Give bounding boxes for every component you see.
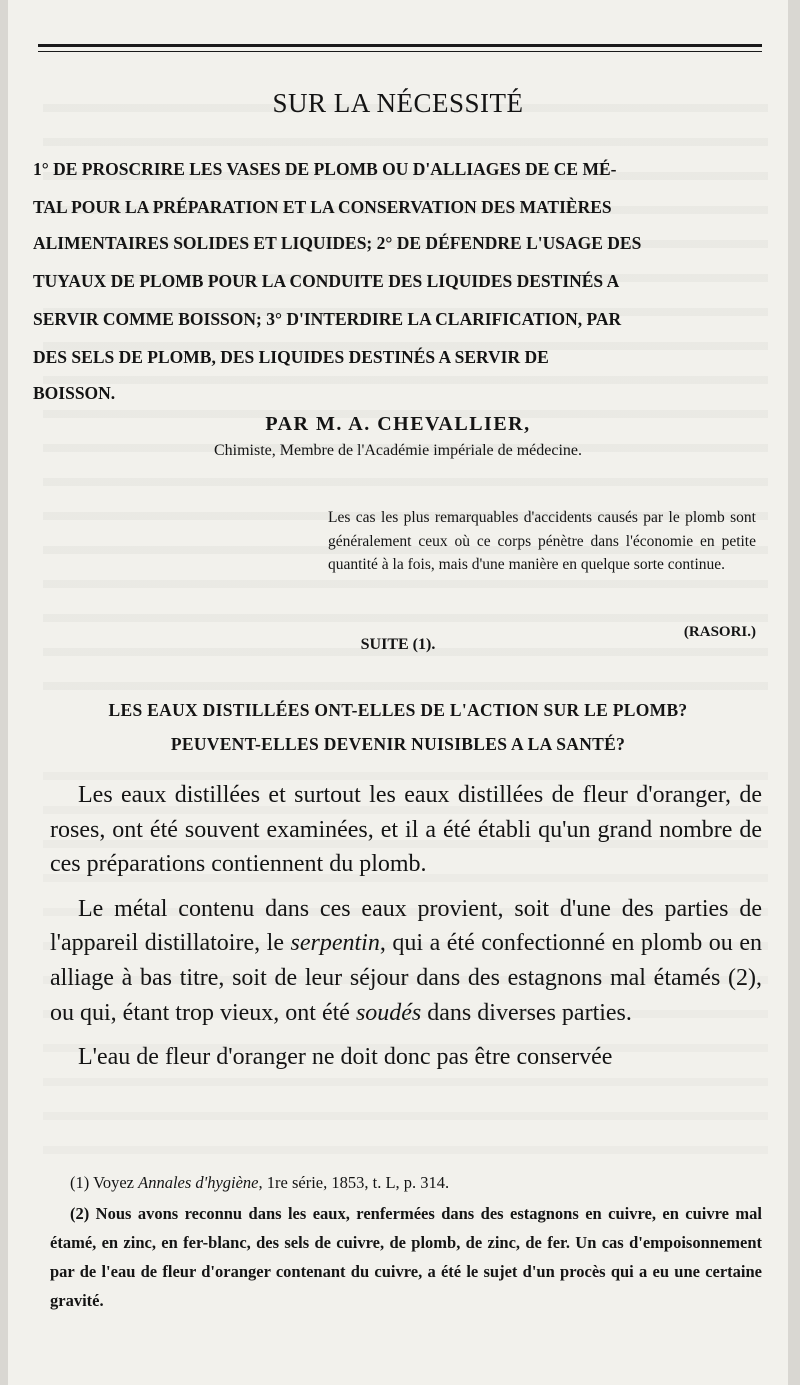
subheading-line-6: DES SELS DE PLOMB, DES LIQUIDES DESTINÉS A SERVIR DE bbox=[33, 347, 549, 367]
subheading-line-1: 1° DE PROSCRIRE LES VASES DE PLOMB OU D'ALLIAGES DE CE MÉ- bbox=[33, 159, 617, 179]
page-title: SUR LA NÉCESSITÉ bbox=[272, 88, 524, 118]
body-text bbox=[50, 778, 762, 1085]
section-heading-line-1: LES EAUX DISTILLÉES ONT-ELLES DE L'ACTION SUR LE PLOMB? bbox=[108, 700, 688, 720]
emphasis-serpentin: serpentin bbox=[290, 930, 380, 957]
document-page bbox=[8, 0, 788, 1385]
subheading-line-7: BOISSON. bbox=[33, 383, 116, 403]
body-paragraph-3: L'eau de fleur d'oranger ne doit donc pas être conservée bbox=[78, 1044, 613, 1071]
body-paragraph-2: Le métal contenu dans ces eaux provient, soit d'une des parties de l'appareil distillatoire, le serpentin, qui a été confectionné en plomb ou en alliage à bas titre, soit de leur séjour dans des estagnons mal étamés (2), ou qui, étant trop vieux, ont été soudés dans diverses parties. bbox=[50, 895, 762, 1026]
author-affiliation: Chimiste, Membre de l'Académie impériale de médecine. bbox=[213, 442, 583, 459]
author-byline: PAR M. A. CHEVALLIER, bbox=[265, 413, 531, 435]
section-heading-line-2: PEUVENT-ELLES DEVENIR NUISIBLES A LA SANTÉ? bbox=[170, 734, 626, 754]
subheading-line-4: TUYAUX DE PLOMB POUR LA CONDUITE DES LIQUIDES DESTINÉS A bbox=[33, 271, 620, 291]
continuation-label: SUITE (1). bbox=[360, 636, 436, 653]
header-rule-thin bbox=[38, 51, 762, 52]
emphasis-soudes: soudés bbox=[355, 999, 422, 1026]
footnote-2: (2) Nous avons reconnu dans les eaux, renfermées dans des estagnons en cuivre, en cuivre mal étamé, en zinc, en fer-blanc, des sels de cuivre, de plomb, de zinc, de fer. Un cas d'empoisonnement par de l'eau de fleur d'oranger contenant du cuivre, a été le sujet d'un procès qui a eu une certaine gravité. bbox=[50, 1204, 762, 1310]
epigraph-quote: Les cas les plus remarquables d'accidents causés par le plomb sont généralement ceux où ce corps pénètre dans l'économie en petite quantité à la fois, mais d'une manière en quelque sorte continue. bbox=[328, 509, 756, 573]
subheading-line-5: SERVIR COMME BOISSON; 3° D'INTERDIRE LA CLARIFICATION, PAR bbox=[33, 309, 622, 329]
body-paragraph-1: Les eaux distillées et surtout les eaux distillées de fleur d'oranger, de roses, ont été souvent examinées, et il a été établi qu'un grand nombre de ces préparations contiennent du plomb. bbox=[50, 782, 762, 878]
footnotes bbox=[50, 1168, 762, 1315]
header-rule bbox=[38, 44, 762, 47]
epigraph-source: (RASORI.) bbox=[683, 624, 756, 640]
footnote-1: (1) Voyez Annales d'hygiène, 1re série, 1853, t. L, p. 314. bbox=[70, 1173, 450, 1192]
subheading-line-2: TAL POUR LA PRÉPARATION ET LA CONSERVATION DES MATIÈRES bbox=[33, 197, 612, 217]
subheading-line-3: ALIMENTAIRES SOLIDES ET LIQUIDES; 2° DE DÉFENDRE L'USAGE DES bbox=[33, 233, 642, 253]
